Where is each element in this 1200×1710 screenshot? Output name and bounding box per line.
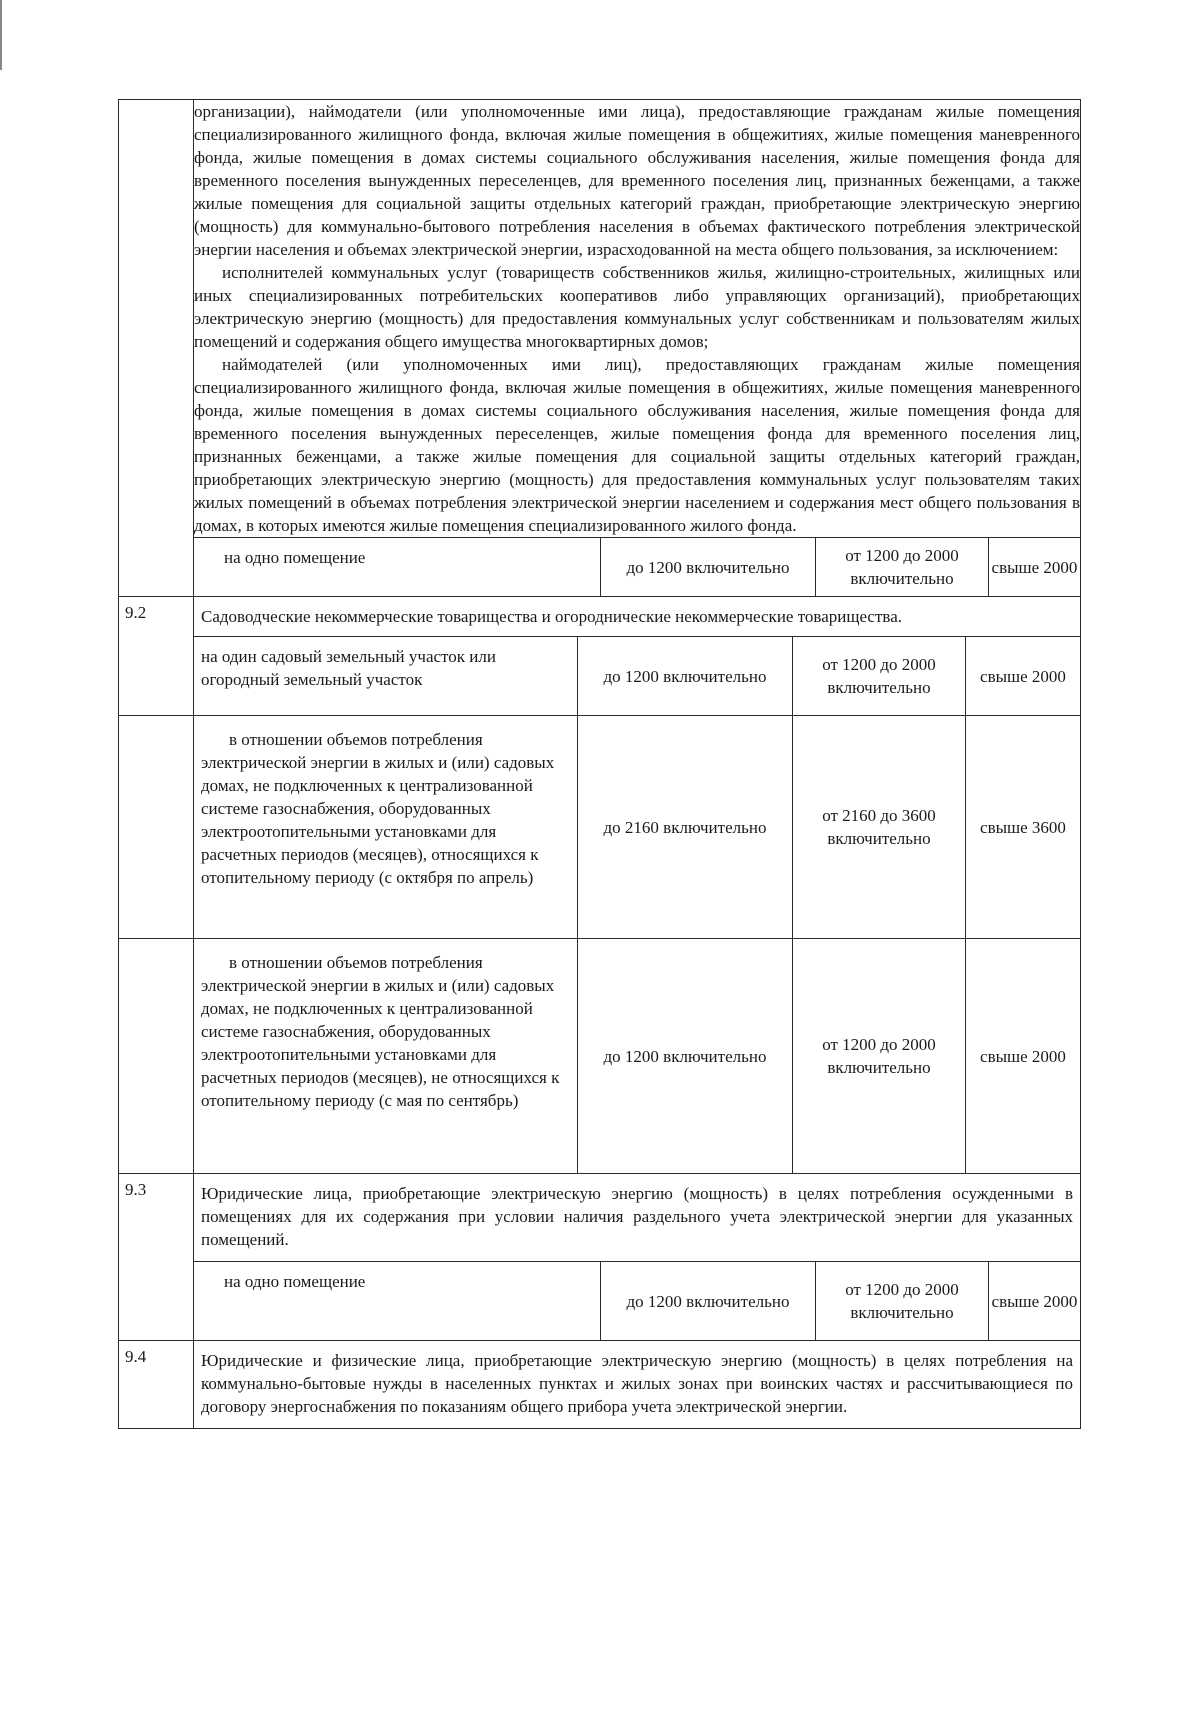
paragraph: исполнителей коммунальных услуг (товариществ собственников жилья, жилищно-строительных, жилищных или иных специализированных потребительских кооперативов либо управляющих организаций), приобретающих электрическую энергию (мощность) для предоставления коммунальных услуг собственникам и пользователям жилых помещений и содержания общего имущества многоквартирных домов; <box>194 263 1080 351</box>
table-row <box>119 939 1081 1174</box>
table-row <box>119 597 1081 637</box>
row-number <box>119 100 194 597</box>
range-low: до 1200 включительно <box>578 939 793 1173</box>
row-number: 9.4 <box>119 1341 194 1429</box>
table-row <box>119 100 1081 538</box>
table-row <box>119 1262 1081 1341</box>
range-mid: от 1200 до 2000 включительно <box>816 1262 989 1340</box>
range-high: свыше 3600 <box>966 716 1081 938</box>
row-number <box>119 716 194 939</box>
condition-text: в отношении объемов потребления электрической энергии в жилых и (или) садовых домах, не подключенных к централизованной системе газоснабжения, оборудованных электроотопительными установками для расчетных периодов (месяцев), относящихся к отопительному периоду (с октября по апрель) <box>201 730 555 887</box>
paragraph: Юридические лица, приобретающие электрическую энергию (мощность) в целях потребления осужденными в помещениях для их содержания при условии наличия раздельного учета электрической энергии для указанных помещений. <box>201 1184 1073 1249</box>
range-mid: от 2160 до 3600 включительно <box>793 716 966 938</box>
table-row <box>119 637 1081 716</box>
paragraph: Садоводческие некоммерческие товарищества и огороднические некоммерческие товарищества. <box>201 607 902 626</box>
tariff-subrow <box>194 538 1080 596</box>
range-low: до 1200 включительно <box>601 1262 816 1340</box>
row-number: 9.3 <box>119 1174 194 1341</box>
tariff-subrow <box>194 637 1080 715</box>
table-row <box>119 1341 1081 1429</box>
range-mid: от 1200 до 2000 включительно <box>793 637 966 715</box>
range-high: свыше 2000 <box>989 538 1081 596</box>
scan-edge-mark <box>0 0 2 70</box>
range-mid: от 1200 до 2000 включительно <box>793 939 966 1173</box>
table-row <box>119 1174 1081 1262</box>
paragraph: наймодателей (или уполномоченных ими лиц), предоставляющих гражданам жилые помещения специализированного жилищного фонда, включая жилые помещения в общежитиях, жилые помещения маневренного фонда, жилые помещения в домах системы социального обслуживания населения, жилые помещения фонда для временного поселения вынужденных переселенцев, жилые помещения фонда для временного поселения лиц, признанных беженцами, а также жилые помещения для социальной защиты отдельных категорий граждан, приобретающих электрическую энергию (мощность) для предоставления коммунальных услуг пользователям таких жилых помещений в объемах потребления электрической энергии населением и содержания мест общего пользования в домах, в которых имеются жилые помещения специализированного жилого фонда. <box>194 355 1080 535</box>
tariff-subrow <box>194 716 1080 938</box>
consumer-label: на одно помещение <box>224 548 366 567</box>
paragraph: организации), наймодатели (или уполномоченные ими лица), предоставляющие гражданам жилые помещения специализированного жилищного фонда, включая жилые помещения в общежитиях, жилые помещения маневренного фонда, жилые помещения в домах системы социального обслуживания населения, жилые помещения фонда для временного поселения вынужденных переселенцев, для временного поселения лиц, признанных беженцами, а также жилые помещения для социальной защиты отдельных категорий граждан, приобретающие электрическую энергию (мощность) для коммунально-бытового потребления населения в объемах фактического потребления электрической энергии населения и объемах электрической энергии, израсходованной на места общего пользования, за исключением: <box>194 102 1080 259</box>
consumer-label <box>194 716 578 938</box>
range-low: до 2160 включительно <box>578 716 793 938</box>
tariff-subrow <box>194 939 1080 1173</box>
range-mid: от 1200 до 2000 включительно <box>816 538 989 596</box>
condition-text: в отношении объемов потребления электрической энергии в жилых и (или) садовых домах, не подключенных к централизованной системе газоснабжения, оборудованных электроотопительными установками для расчетных периодов (месяцев), не относящихся к отопительному периоду (с мая по сентябрь) <box>201 953 560 1110</box>
consumer-label <box>194 939 578 1173</box>
range-high: свыше 2000 <box>989 1262 1081 1340</box>
section-text <box>194 1341 1081 1429</box>
paragraph: Юридические и физические лица, приобретающие электрическую энергию (мощность) в целях потребления на коммунально-бытовые нужды в населенных пунктах и жилых зонах при воинских частях и рассчитывающиеся по договору энергоснабжения по показаниям общего прибора учета электрической энергии. <box>201 1351 1073 1416</box>
consumer-label: на один садовый земельный участок или огородный земельный участок <box>201 647 496 689</box>
section-text <box>194 1174 1081 1262</box>
range-high: свыше 2000 <box>966 637 1081 715</box>
table-row <box>119 716 1081 939</box>
tariff-subrow <box>194 1262 1080 1340</box>
consumer-label: на одно помещение <box>224 1272 366 1291</box>
table-row <box>119 538 1081 597</box>
section-text <box>194 100 1081 538</box>
row-number <box>119 939 194 1174</box>
row-number: 9.2 <box>119 597 194 716</box>
tariff-table <box>118 99 1081 1429</box>
range-low: до 1200 включительно <box>601 538 816 596</box>
range-low: до 1200 включительно <box>578 637 793 715</box>
range-high: свыше 2000 <box>966 939 1081 1173</box>
section-text <box>194 597 1081 637</box>
